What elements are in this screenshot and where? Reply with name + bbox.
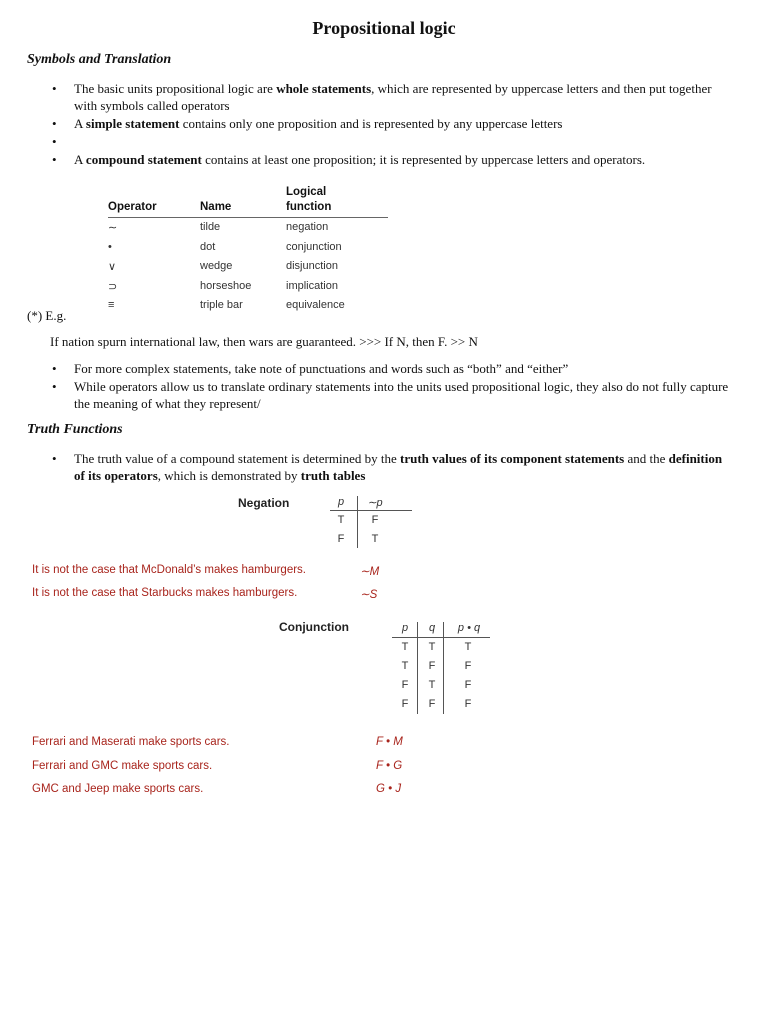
conjunction-example-symbol: F • M — [376, 736, 403, 748]
negation-header-p: p — [337, 496, 345, 508]
bullet-bold: simple statement — [85, 116, 180, 131]
operator-name: wedge — [200, 260, 233, 272]
bullet-glyph: • — [52, 451, 57, 466]
operator-row — [108, 257, 388, 277]
header-operator: Operator — [108, 201, 157, 213]
section-heading-truth-functions: Truth Functions — [27, 422, 123, 437]
bullet-item-empty — [52, 133, 732, 150]
truth-cell: F — [464, 660, 472, 672]
bullet-glyph: • — [52, 134, 57, 149]
negation-example-text: It is not the case that McDonald’s makes hamburgers. — [32, 564, 307, 576]
negation-table-title: Negation — [238, 496, 290, 510]
table-rule — [392, 637, 490, 638]
bullet-text: contains at least one proposition; it is represented by uppercase letters and operators. — [201, 152, 646, 167]
operator-row — [108, 238, 388, 258]
operator-symbol: ⊃ — [108, 280, 118, 293]
bullet-item — [52, 151, 732, 168]
bullet-text: The basic units propositional logic are — [74, 81, 277, 96]
example-text: If nation spurn international law, then wars are guaranteed. >>> If N, then F. >> N — [50, 334, 478, 349]
truth-cell: T — [337, 514, 345, 526]
bullet-text: and the — [624, 451, 669, 466]
bullet-item — [52, 450, 732, 484]
bullet-item — [52, 115, 732, 132]
table-divider — [417, 622, 418, 714]
header-logical: Logical — [286, 186, 327, 198]
bullet-text: , which is demonstrated by — [157, 468, 301, 483]
negation-example-symbol: ∼S — [360, 589, 378, 601]
bullet-list-more — [52, 360, 732, 413]
bullet-glyph: • — [52, 116, 57, 131]
truth-cell: T — [428, 641, 436, 653]
table-rule — [330, 510, 412, 511]
bullet-item — [52, 378, 732, 412]
bullet-text: A — [74, 152, 86, 167]
operator-row — [108, 296, 388, 316]
truth-cell: T — [401, 660, 409, 672]
conjunction-example-text: Ferrari and Maserati make sports cars. — [32, 736, 230, 748]
header-name: Name — [200, 201, 232, 213]
conjunction-header-q: q — [428, 622, 436, 634]
truth-cell: T — [401, 641, 409, 653]
operator-row — [108, 277, 388, 297]
truth-cell: F — [401, 679, 409, 691]
conjunction-example-text: Ferrari and GMC make sports cars. — [32, 760, 213, 772]
truth-cell: T — [371, 533, 379, 545]
conjunction-truth-table — [272, 618, 502, 718]
bullet-glyph: • — [52, 379, 57, 394]
operator-function: equivalence — [286, 299, 345, 311]
bullet-bold: compound statement — [85, 152, 202, 167]
negation-header-not-p: ∼p — [367, 497, 383, 509]
operator-function: disjunction — [286, 260, 338, 272]
operator-row — [108, 218, 388, 238]
conjunction-example-symbol: G • J — [376, 783, 402, 795]
operator-symbol: ∨ — [108, 261, 117, 273]
bullet-list-truth — [52, 450, 732, 485]
operator-function: implication — [286, 279, 338, 292]
bullet-text: , which are represented by uppercase letters and then put together with symbols called operators — [74, 81, 712, 113]
bullet-glyph: • — [52, 81, 57, 96]
operator-symbol: ≡ — [108, 299, 115, 311]
bullet-text: A — [74, 116, 86, 131]
operator-function: negation — [286, 221, 329, 233]
truth-cell: F — [337, 533, 345, 545]
negation-truth-table — [230, 494, 420, 552]
bullet-item — [52, 80, 732, 114]
conjunction-header-p: p — [401, 622, 409, 634]
conjunction-example-text: GMC and Jeep make sports cars. — [32, 783, 204, 795]
bullet-text: contains only one proposition and is represented by any uppercase letters — [179, 116, 563, 131]
bullet-text: While operators allow us to translate ordinary statements into the units used propositional logic, they also do not fully capture the meaning of what they represent/ — [74, 379, 729, 411]
bullet-bold: whole statements — [276, 81, 372, 96]
truth-cell: F — [371, 514, 379, 526]
operator-name: triple bar — [200, 299, 243, 311]
conjunction-table-title: Conjunction — [279, 620, 349, 634]
bullet-text: For more complex statements, take note of punctuations and words such as “both” and “either” — [74, 361, 569, 376]
operator-name: horseshoe — [200, 279, 252, 292]
example-label: (*) E.g. — [27, 308, 67, 323]
operator-name: dot — [200, 240, 216, 253]
conjunction-example-symbol: F • G — [376, 760, 403, 772]
bullet-list-symbols — [52, 80, 732, 169]
table-divider — [443, 622, 444, 714]
operator-name: tilde — [200, 221, 221, 233]
table-divider — [357, 496, 358, 548]
operator-function: conjunction — [286, 240, 342, 253]
section-heading-symbols: Symbols and Translation — [27, 52, 172, 67]
operator-table — [108, 184, 388, 316]
bullet-glyph: • — [52, 361, 57, 376]
operator-symbol: ∼ — [108, 222, 118, 234]
negation-example-symbol: ∼M — [360, 566, 380, 578]
truth-cell: F — [428, 698, 436, 710]
page-title: Propositional logic — [312, 18, 456, 38]
header-function: function — [286, 201, 332, 213]
truth-cell: T — [428, 679, 436, 691]
truth-cell: F — [428, 660, 436, 672]
truth-cell: F — [464, 679, 472, 691]
bullet-glyph: • — [52, 152, 57, 167]
operator-symbol: • — [108, 240, 112, 253]
bullet-bold: truth tables — [300, 468, 366, 483]
bullet-bold: definition of its operators — [74, 451, 723, 483]
conjunction-header-p-and-q: p • q — [457, 622, 481, 634]
truth-cell: T — [464, 641, 472, 653]
truth-cell: F — [464, 698, 472, 710]
bullet-text: The truth value of a compound statement is determined by the — [74, 451, 400, 466]
negation-example-text: It is not the case that Starbucks makes hamburgers. — [32, 587, 298, 599]
truth-cell: F — [401, 698, 409, 710]
bullet-item — [52, 360, 732, 377]
operator-table-header — [108, 184, 388, 218]
bullet-bold: truth values of its component statements — [400, 451, 625, 466]
